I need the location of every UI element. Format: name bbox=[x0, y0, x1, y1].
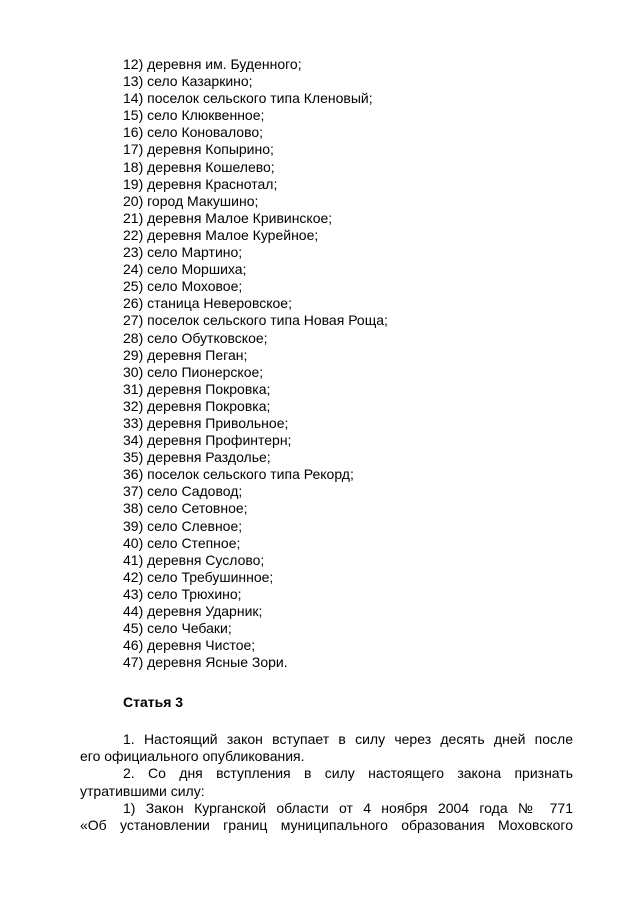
list-item: 20) город Макушино; bbox=[123, 192, 259, 209]
list-item: 47) деревня Ясные Зори. bbox=[123, 654, 288, 671]
list-item: 15) село Клюквенное; bbox=[123, 107, 265, 124]
list-item: 25) село Моховое; bbox=[123, 278, 243, 295]
article-heading: Статья 3 bbox=[123, 694, 184, 710]
list-item: 18) деревня Кошелево; bbox=[123, 158, 275, 175]
list-item: 40) село Степное; bbox=[123, 534, 241, 551]
list-item: 35) деревня Раздолье; bbox=[123, 449, 271, 466]
list-item: 22) деревня Малое Курейное; bbox=[123, 226, 319, 243]
article-paragraph-line: «Об установлении границ муниципального образования Моховского bbox=[80, 817, 573, 834]
list-item: 29) деревня Пеган; bbox=[123, 346, 248, 363]
list-item: 24) село Моршиха; bbox=[123, 261, 247, 278]
list-item: 30) село Пионерское; bbox=[123, 363, 264, 380]
list-item: 34) деревня Профинтерн; bbox=[123, 432, 292, 449]
list-item: 43) село Трюхино; bbox=[123, 585, 242, 602]
list-item: 19) деревня Краснотал; bbox=[123, 175, 278, 192]
list-item: 33) деревня Привольное; bbox=[123, 414, 289, 431]
list-item: 28) село Обутковское; bbox=[123, 329, 268, 346]
article-body bbox=[80, 731, 573, 834]
list-item: 31) деревня Покровка; bbox=[123, 380, 271, 397]
list-item: 16) село Коновалово; bbox=[123, 124, 264, 141]
list-item: 32) деревня Покровка; bbox=[123, 397, 271, 414]
list-item: 38) село Сетовное; bbox=[123, 500, 248, 517]
article-paragraph-line: утратившими силу: bbox=[80, 782, 205, 799]
article-paragraph-line: 2. Со дня вступления в силу настоящего закона признать bbox=[123, 765, 573, 782]
article-paragraph-line: его официального опубликования. bbox=[80, 748, 305, 765]
article-paragraph-line: 1. Настоящий закон вступает в силу через десять дней после bbox=[123, 731, 573, 747]
list-item: 14) поселок сельского типа Кленовый; bbox=[123, 90, 373, 107]
list-item: 26) станица Неверовское; bbox=[123, 295, 292, 312]
list-item: 42) село Требушинное; bbox=[123, 568, 274, 585]
article-paragraph-line: 1) Закон Курганской области от 4 ноября 2004 года № 771 bbox=[123, 799, 573, 816]
list-item: 41) деревня Суслово; bbox=[123, 551, 265, 568]
list-item: 21) деревня Малое Кривинское; bbox=[123, 209, 333, 226]
list-item: 39) село Слевное; bbox=[123, 517, 243, 534]
list-item: 45) село Чебаки; bbox=[123, 620, 232, 637]
settlement-list bbox=[123, 56, 388, 671]
list-item: 27) поселок сельского типа Новая Роща; bbox=[123, 312, 388, 329]
list-item: 36) поселок сельского типа Рекорд; bbox=[123, 466, 354, 483]
list-item: 13) село Казаркино; bbox=[123, 73, 253, 90]
list-item: 12) деревня им. Буденного; bbox=[123, 56, 302, 72]
list-item: 17) деревня Копырино; bbox=[123, 141, 274, 158]
list-item: 46) деревня Чистое; bbox=[123, 637, 256, 654]
list-item: 37) село Садовод; bbox=[123, 483, 243, 500]
list-item: 44) деревня Ударник; bbox=[123, 603, 263, 619]
list-item: 23) село Мартино; bbox=[123, 244, 243, 261]
